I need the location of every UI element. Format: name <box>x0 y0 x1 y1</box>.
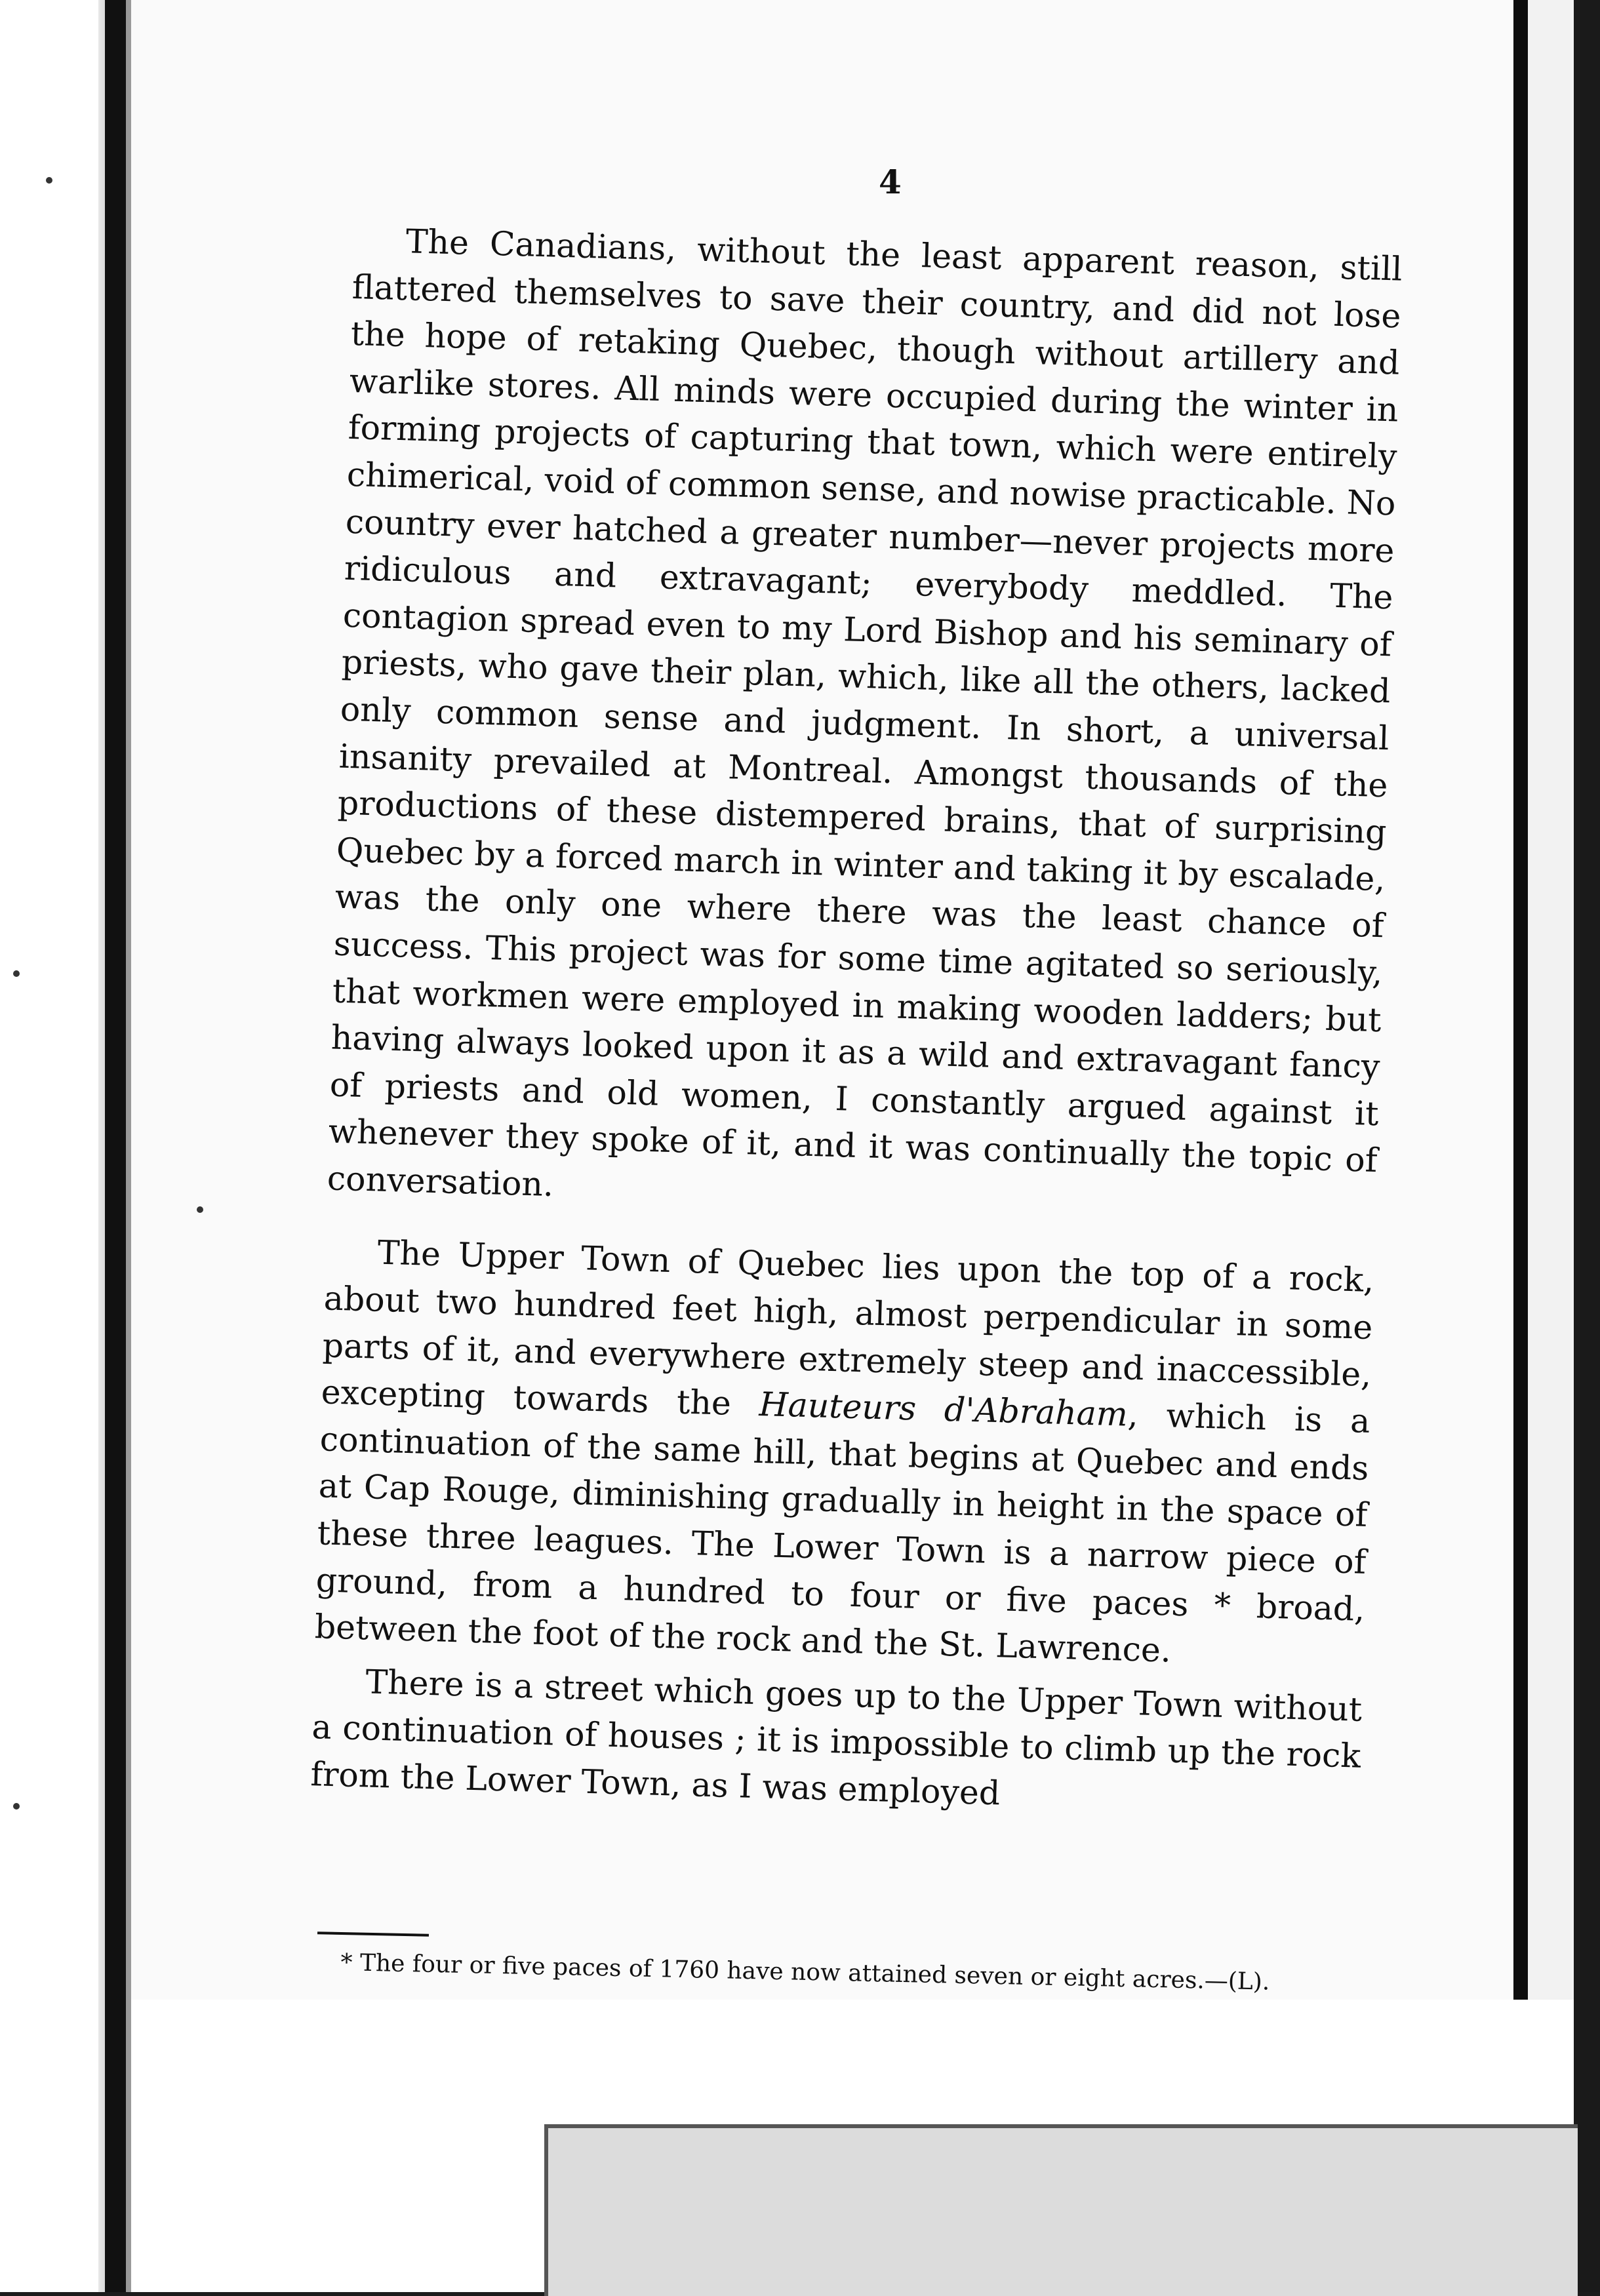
scan-speck <box>13 1803 20 1810</box>
paragraph-3: There is a street which goes up to the Upper Town without a continuation of houses ; it is impossible to climb up the rock from the Lower Town, as I was employed <box>310 1662 1363 1813</box>
binding-edge-inner <box>126 0 131 2292</box>
page-number: 4 <box>879 163 902 201</box>
paragraph-2 <box>314 1228 1374 1680</box>
paragraph-1: The Canadians, without the least apparent reason, still flattered themselves to save their country, and did not lose the hope of retaking Quebec, though without artillery and warlike stores. All minds were occupied during the winter in forming projects of capturing that town, which were entirely chimerical, void of common sense, and nowise practicable. No country ever hatched a greater number—never projects more ridiculous and extravagant; everybody meddled. The contagion spread even to my Lord Bishop and his seminary of priests, who gave their plan, which, like all the others, lacked only common sense and judgment. In short, a universal insanity prevailed at Montreal. Amongst thousands of the productions of these distempered brains, that of surprising Quebec by a forced march in winter and taking it by escalade, was the only one where there was the least chance of success. This project was for some time agitated so seriously, that workmen were employed in making wooden ladders; but having always looked upon it as a wild and extravagant fancy of priests and old women, I constantly argued against it whenever they spoke of it, and it was continually the topic of conversation. <box>327 222 1403 1204</box>
right-scan-edge <box>1574 0 1600 2292</box>
scan-speck <box>46 177 52 184</box>
footnote: * The four or five paces of 1760 have now attained seven or eight acres.—(L). <box>340 1949 1270 1996</box>
scan-speck <box>197 1206 203 1213</box>
underlying-page-edge <box>544 2124 1578 2296</box>
binding-edge <box>105 0 126 2292</box>
paragraph-2-start: The Upper Town of Quebec lies upon the top of a rock, about two hundred feet high, almost perpendicular in some parts of it, and everywhere extremely steep and inaccessible, excepting towards the <box>321 1233 1375 1424</box>
left-margin <box>0 0 98 2292</box>
body-text <box>310 216 1403 1827</box>
scan-speck <box>13 970 20 977</box>
paragraph-2-end: , which is a continuation of the same hill, that begins at Quebec and ends at Cap Rouge, diminishing gradually in height in the space of these three leagues. The Lower Town is a narrow piece of ground, from a hundred to four or five paces * broad, between the foot of the rock and the St. Lawrence. <box>314 1395 1371 1670</box>
page-right-border <box>1513 0 1528 2000</box>
place-name-italic: Hauteurs d'Abraham <box>758 1385 1129 1434</box>
